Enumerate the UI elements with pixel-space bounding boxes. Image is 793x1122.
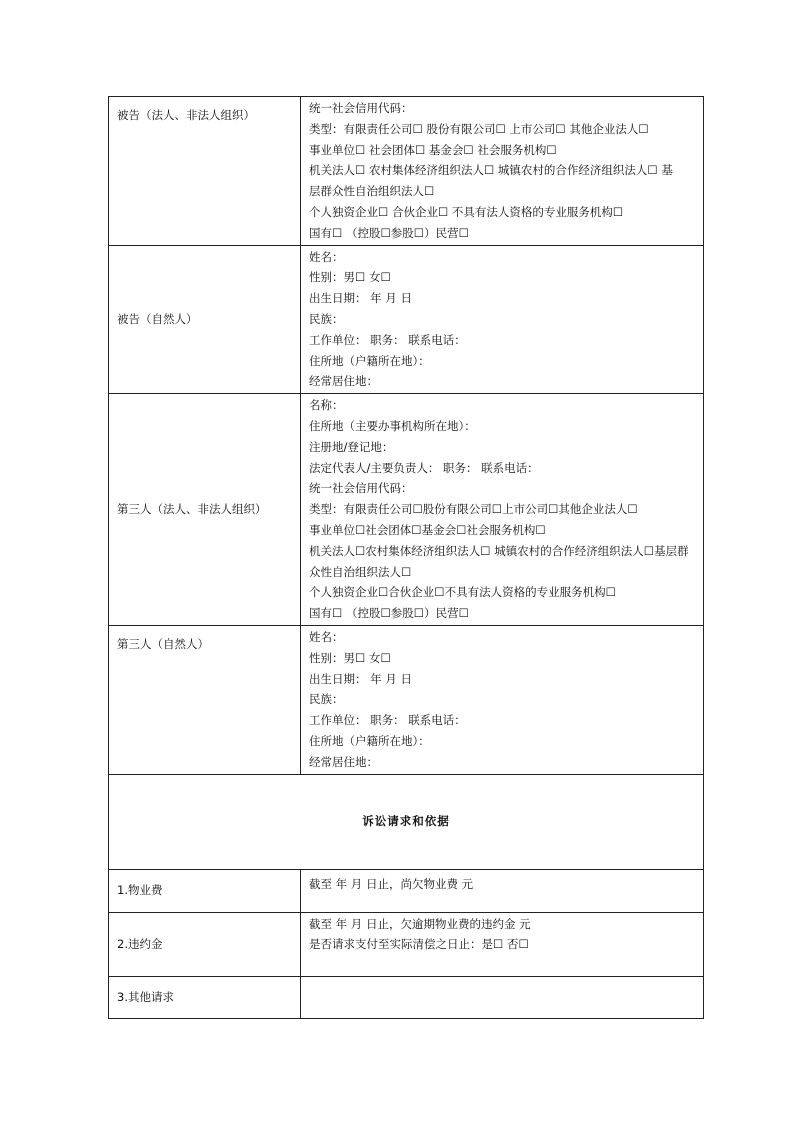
field-line: 机关法人☐农村集体经济组织法人☐ 城镇农村的合作经济组织法人☐基层群: [309, 543, 689, 558]
field-line: 事业单位☐社会团体☐基金会☐社会服务机构☐: [309, 522, 546, 537]
third-party-natural-person-content[interactable]: [301, 625, 704, 774]
field-line: 住所地（主要办事机构所在地）：: [309, 418, 476, 433]
field-line: 类型：有限责任公司☐股份有限公司☐上市公司☐其他企业法人☐: [309, 502, 638, 517]
defendant-legal-person-content[interactable]: [301, 97, 704, 246]
field-line: 国有☐ （控股☐参股☐）民营☐: [309, 225, 469, 240]
claim-penalty-label: 2.违约金: [109, 912, 301, 976]
third-party-legal-person-label: 第三人（法人、非法人组织）: [109, 394, 301, 626]
complaint-form-table: [108, 96, 704, 1019]
field-line: 住所地（户籍所在地）：: [309, 733, 430, 748]
defendant-natural-person-label: 被告（自然人）: [109, 245, 301, 394]
field-line: 层群众性自治组织法人☐: [309, 184, 435, 199]
field-line: 性别：男☐ 女☐: [309, 650, 391, 665]
third-party-natural-person-row: [109, 625, 704, 774]
claim-penalty-content[interactable]: [301, 912, 704, 976]
claim-penalty-row: [109, 912, 704, 976]
claims-section-heading-row: [109, 774, 704, 869]
field-line: 经常居住地：: [309, 374, 378, 389]
field-line: 国有☐ （控股☐参股☐）民营☐: [309, 606, 469, 621]
third-party-legal-person-content[interactable]: [301, 394, 704, 626]
third-party-legal-person-row: [109, 394, 704, 626]
field-line: 工作单位： 职务： 联系电话：: [309, 332, 466, 347]
defendant-legal-person-label: 被告（法人、非法人组织）: [109, 97, 301, 246]
field-line: 事业单位☐ 社会团体☐ 基金会☐ 社会服务机构☐: [309, 142, 557, 157]
claim-other-content[interactable]: [301, 976, 704, 1018]
field-line: 住所地（户籍所在地）：: [309, 353, 430, 368]
defendant-natural-person-row: [109, 245, 704, 394]
field-line: 机关法人☐ 农村集体经济组织法人☐ 城镇农村的合作经济组织法人☐ 基: [309, 163, 673, 178]
field-line: 工作单位： 职务： 联系电话：: [309, 713, 466, 728]
field-line: 是否请求支付至实际清偿之日止：是☐ 否☐: [309, 937, 529, 952]
field-line: 出生日期： 年 月 日: [309, 671, 412, 686]
field-line: 姓名：: [309, 629, 344, 644]
field-line: 截至 年 月 日止，尚欠物业费 元: [309, 876, 474, 891]
field-line: 法定代表人/主要负责人： 职务： 联系电话：: [309, 460, 539, 475]
field-line: 类型：有限责任公司☐ 股份有限公司☐ 上市公司☐ 其他企业法人☐: [309, 121, 649, 136]
field-line: 众性自治组织法人☐: [309, 564, 412, 579]
claim-property-fee-row: [109, 869, 704, 912]
third-party-natural-person-label: 第三人（自然人）: [109, 625, 301, 774]
claim-other-row: [109, 976, 704, 1018]
defendant-natural-person-content[interactable]: [301, 245, 704, 394]
field-line: 截至 年 月 日止，欠逾期物业费的违约金 元: [309, 916, 531, 931]
field-line: 统一社会信用代码：: [309, 101, 413, 115]
field-line: 个人独资企业☐合伙企业☐不具有法人资格的专业服务机构☐: [309, 585, 616, 600]
claim-property-fee-label: 1.物业费: [109, 869, 301, 912]
field-line: 个人独资企业☐ 合伙企业☐ 不具有法人资格的专业服务机构☐: [309, 204, 624, 219]
claim-other-label: 3.其他请求: [109, 976, 301, 1018]
section-title: 诉讼请求和依据: [109, 774, 704, 869]
field-line: 出生日期： 年 月 日: [309, 291, 412, 306]
field-line: 民族：: [309, 692, 344, 707]
claim-property-fee-content[interactable]: [301, 869, 704, 912]
field-line: 名称：: [309, 398, 344, 413]
field-line: 统一社会信用代码：: [309, 481, 413, 496]
defendant-legal-person-row: [109, 97, 704, 246]
field-line: 注册地/登记地：: [309, 439, 394, 454]
field-line: 经常居住地：: [309, 754, 378, 769]
field-line: 姓名：: [309, 249, 344, 264]
field-line: 性别：男☐ 女☐: [309, 270, 391, 285]
field-line: 民族：: [309, 311, 344, 326]
